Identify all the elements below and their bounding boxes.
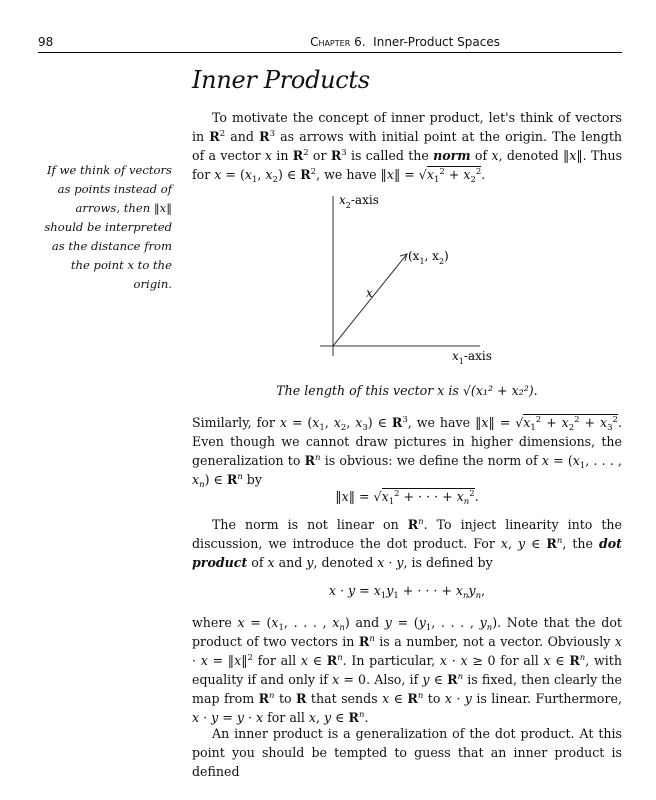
margin-note: If we think of vectors as points instead of arrows, then ‖x‖ should be interpreted as the distance from the point x to the origin. xyxy=(44,163,172,291)
paragraph-3: The norm is not linear on $R^n$. To inject linearity into the discussion, we introduce the dot product. For x, y ∈ $R^n$, the dot product of x and y, denoted x · y, is defined by xyxy=(192,517,622,570)
chapter-title: Inner-Product Spaces xyxy=(373,35,500,49)
dot-product-term: dot product xyxy=(192,536,622,570)
chapter-label: Chapter 6. xyxy=(310,35,366,49)
vector-label: x xyxy=(366,286,373,300)
vector-figure xyxy=(300,186,510,376)
point-label: ($x_1$, $x_2$) xyxy=(408,249,449,266)
x-axis-label: $x_1$-axis xyxy=(452,349,492,366)
paragraph-4: where $x = (x_1$, . . . , $x_n$) and $y = (y_1$, . . . , $y_n$). Note that the dot product of two vectors in $R^n$ is a number, not a vector. Obviously x · x = ‖x‖$^2$ for all x ∈ $R^n$. In particular, x · x ≥ 0 for all x ∈ $R^n$, with equality if and only if x = 0. Also, if y ∈ $R^n$ is fixed, then clearly the map from $R^n$ to R that sends x ∈ $R^n$ to x · y is linear. Furthermore, x · y = y · x for all x, y ∈ $R^n$. xyxy=(192,615,622,725)
y-axis-label: $x_2$-axis xyxy=(339,193,379,210)
paragraph-1: To motivate the concept of inner product, let's think of vectors in $R^2$ and $R^3$ as arrows with initial point at the origin. The length of a vector x in $R^2$ or $R^3$ is called the norm of x, denoted ‖x‖. Thus for $x = (x_1$, $x_2$) ∈ $R^2$, we have ‖x‖ = $√x_1^2 + x_2^2$. xyxy=(192,110,623,185)
norm-term: norm xyxy=(433,148,471,163)
section-title: Inner Products xyxy=(192,66,370,94)
paragraph-2: Similarly, for $x = (x_1$, $x_2$, $x_3$) ∈ $R^3$, we have ‖x‖ = $√x_1^2 + x_2^2 + x_3^2$. Even though we cannot draw pictures in higher dimensions, the generalization to $R^n$ is obvious: we define the norm of $x = (x_1$, . . . , $x_n$) ∈ $R^n$ by xyxy=(192,415,622,490)
vector-arrow xyxy=(333,254,407,346)
paragraph-5: An inner product is a generalization of the dot product. At this point you should be tempted to guess that an inner product is defined xyxy=(192,726,622,779)
page-number: 98 xyxy=(38,35,54,49)
dot-product-formula: $x \cdot y = x_1y_1$ + · · · + $x_ny_n$, xyxy=(328,583,486,601)
running-header xyxy=(38,34,622,53)
chapter-heading xyxy=(310,35,500,49)
norm-formula: ‖x‖ = $√x_1^2$ + · · · + $x_n^2$. xyxy=(335,489,479,507)
figure-caption: The length of this vector x is √(x₁² + x₂²). xyxy=(276,383,538,398)
